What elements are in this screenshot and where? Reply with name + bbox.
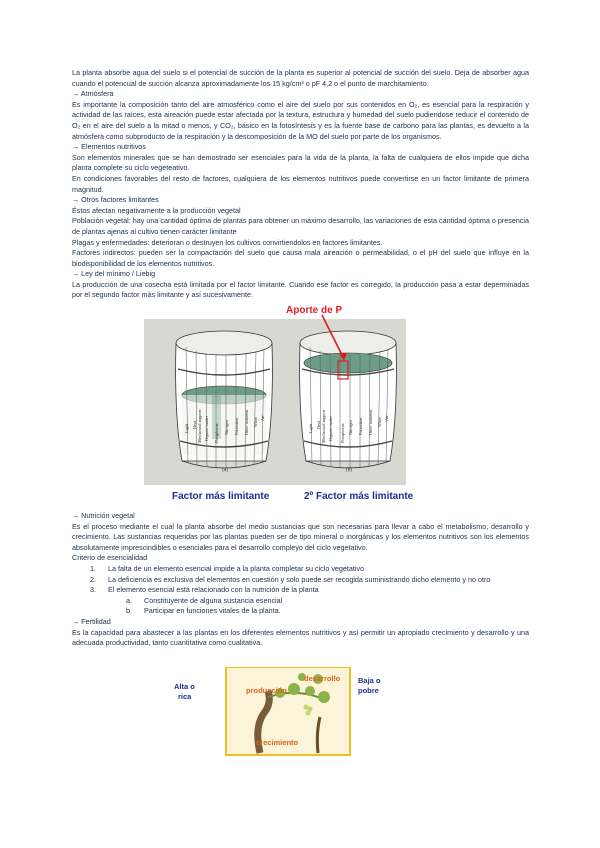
stave-label: Light: [184, 423, 189, 434]
stave-label: Nitrogen: [348, 420, 353, 436]
section-heading-elementos: → Elementos nutritivos: [72, 142, 146, 152]
left-label-line1: Alta o: [174, 681, 195, 691]
document-body: [72, 68, 529, 757]
right-label-line2: pobre: [358, 685, 379, 695]
stave-label: Mechanical support: [197, 409, 202, 444]
paragraph: La producción de una cosecha está limitada por el factor limitante. Cuando ese factor es corregido, la producción pasa a estar deperminadas por el segundo factor más limitante y así sucesivamente.: [72, 279, 529, 300]
stave-label: Organic matter: [204, 415, 209, 442]
stave-label: Mechanical support: [321, 409, 326, 444]
stave-label: Water: [253, 417, 258, 428]
panel-label: (b): [346, 467, 353, 474]
section-heading-fertilidad: → Fertilidad: [72, 617, 111, 626]
stave-label: Heat: [192, 421, 197, 430]
fertility-figure: [168, 667, 404, 757]
section-heading-ley: → Ley del mínimo / Liebig: [72, 269, 156, 279]
stave-label: Potassium: [358, 417, 363, 436]
section-heading-otros: → Otros factores limitantes: [72, 195, 159, 205]
stave-label: Nitrogen: [224, 420, 229, 436]
criteria-list: [72, 564, 529, 596]
list-item: b. Participar en funciones vitales de la planta.: [126, 606, 281, 616]
stave-label: Organic matter: [328, 415, 333, 442]
stave-label: Other nutrients: [368, 409, 373, 436]
subcriteria-list: [72, 596, 529, 617]
fertility-illustration: [168, 667, 404, 757]
stave-label: Air: [260, 415, 265, 422]
stave-label: Other nutrients: [244, 409, 249, 436]
right-label-line1: Baja o: [358, 675, 381, 685]
paragraph: Plagas y enfermedades: deterioran o destruyen los cultivos convirtiendolos en factores limitantes.: [72, 237, 383, 247]
paragraph: En condiciones favorables del resto de factores, cualquiera de los elementos nutritivos puede convertirse en un factor limitante de primera magnitud.: [72, 173, 529, 194]
paragraph: Son elementos minerales que se han demostrado ser esenciales para la vida de la planta, la falta de cualquiera de ellos impide que dicha planta complete su ciclo vegeteativo.: [72, 152, 529, 173]
list-item: 1. La falta de un elemento esencial impide a la planta completar su ciclo vegetativo: [90, 564, 365, 574]
paragraph: Criterio de esencialidad: [72, 553, 148, 563]
stave-label: Air: [384, 415, 389, 422]
section-heading-atmosfera: → Atmósfera: [72, 89, 114, 99]
stave-label: Phosphorus: [214, 423, 219, 444]
crecimiento-label: crecimiento: [256, 737, 299, 747]
paragraph: Población vegetal: hay una cantidad óptima de plantas para obtener un máximo desarrollo, las variaciones de esta cantidad óptima o presencia de plantas ajenas al cultivo tienen carácter limitante: [72, 216, 529, 236]
caption-right: 2º Factor más limitante: [304, 491, 414, 503]
paragraph: La planta absorbe agua del suelo si el potencial de succión de la planta es superior al potencial de succión del suelo. Deja de absorber agua cuando el potencual de succión alcanza aproximadamente los 15 kg/cm² o pF 4,2 o el punto de marchitamiento.: [72, 68, 529, 88]
stave-label: Water: [377, 417, 382, 428]
barrel-b: [300, 331, 397, 473]
list-item: 3. El elemento esencial está relacionado con la nutrición de la planta: [90, 585, 319, 595]
paragraph: Es la capacidad para abastecer a las plantas en los diferentes elementos nutritivos y así permitir un apropiado crecimiento y desarrollo y una adecuada productividad, tanto cuantitativa como cualitativa.: [72, 627, 529, 648]
stave-label: Heat: [316, 421, 321, 430]
caption-left: Factor más limitante: [172, 491, 270, 503]
stave-label: Potassium: [234, 417, 239, 436]
paragraph: Éstos afectan negativamente a la producción vegetal: [72, 205, 241, 215]
stave-label: Light: [308, 423, 313, 434]
paragraph: Es importante la composición tanto del aire atmosférico como el aire del suelo por sus contenidos en O₂, es esencial para la respiración y actividad de las raíces, esta aireación puede estar afectada por la textura, estructura y humedad del suelo pudiendose reducir el contenido de O₂ en el aire del suelo a la mitad o menos, y CO₂, básico en la fotosíntesis y es la fuente base de carbono para las plantas, es devuelto a la atmósfera como subproducto de la respiración y la descomposición de la MO del suelo por parte de los organismos.: [72, 99, 529, 141]
aporte-label: Aporte de P: [286, 305, 343, 317]
paragraph: Factores indirectos: pueden ser la compactación del suelo que causa mala aireación o permeabilidad, o el pH del suelo que influye en la biodisponibilidad de los elementos nutritivos.: [72, 248, 529, 268]
barrel-a: [176, 331, 273, 473]
list-item: a. Constituyente de alguna sustancia esencial: [126, 595, 283, 605]
desarrollo-label: desarrollo: [304, 673, 341, 683]
list-item: 2. La deficiencia es exclusiva del elementos en cuestión y solo puede ser recogida suministrando dicho elemento y no otro: [90, 574, 491, 584]
produccion-label: producción: [246, 685, 287, 695]
left-label-line2: rica: [178, 691, 192, 701]
liebig-barrel-figure: [108, 303, 444, 511]
paragraph: Es el proceso mediante el cual la planta absorbe del medio sustancias que son necesarias para llevar a cabo el metabolismo, desarrollo y crecimiento. Las sustancias requeridas por las plantas pueden ser de tipo mineral o inorgánicas y los elementos nutritivos son los elementos absolutamente imprescindibles o esenciales para el desarrollo compleyo del ciclo vegetativo.: [72, 521, 529, 552]
panel-label: (a): [222, 467, 229, 474]
barrel-illustration: [108, 303, 444, 511]
section-heading-nutricion: → Nutrición vegetal: [72, 511, 135, 521]
stave-label: Phosphorus: [340, 423, 345, 444]
